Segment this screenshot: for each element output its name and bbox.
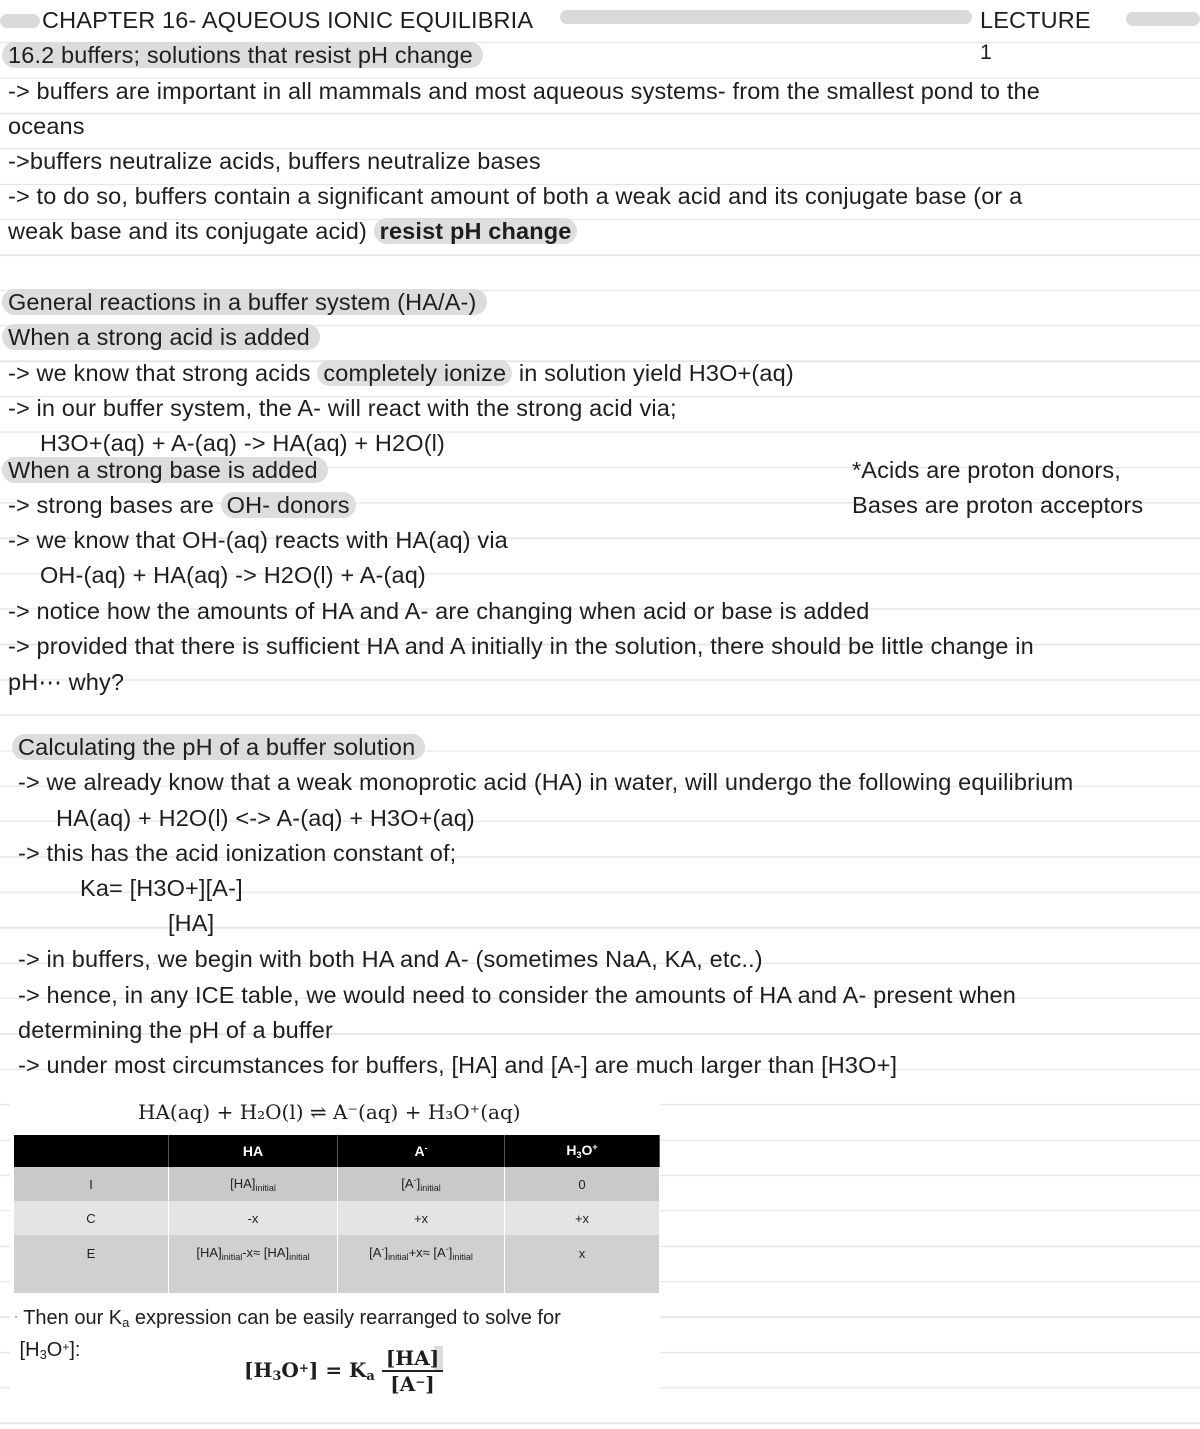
cell-h3o: x [505,1235,660,1271]
subheading-strong-acid: When a strong acid is added [8,322,320,352]
row-label: C [14,1201,169,1235]
text-line: oceans [8,113,85,139]
cell-a: +x [338,1201,505,1235]
figure-caption: · Then our $K_a$ expression can be easily rearranged to solve for $[H_3O^+]$: [14,1307,561,1362]
text-line: -> buffers are important in all mammals and most aqueous systems- from the smallest pond to the [8,78,1040,104]
table-header: A- [338,1135,505,1167]
cell-a: $[A^-]_{initial}+x\approx [A^-]_{initial}$ [338,1235,505,1271]
text-line: pH⋯ why? [8,669,125,695]
text-line: determining the pH of a buffer [18,1017,333,1043]
text-line: -> hence, in any ICE table, we would need to consider the amounts of HA and A- present when [18,982,1016,1008]
cell-ha: -x [169,1201,338,1235]
text-line: -> we know that OH-(aq) reacts with HA(aq) via [8,527,508,553]
table-row-spacer [14,1271,660,1293]
text-line: -> provided that there is sufficient HA and A initially in the solution, there should be little change in [8,633,1034,659]
equation-base: OH-(aq) + HA(aq) -> H2O(l) + A-(aq) [40,562,426,588]
section-title-general-reactions: General reactions in a buffer system (HA/A-) [8,287,487,317]
text-line: -> we know that strong acids completely ionize in solution yield H3O+(aq) [8,360,794,386]
cell-h3o: 0 [505,1167,660,1201]
section-title-buffers: 16.2 buffers; solutions that resist pH change [8,40,483,70]
subheading-strong-base: When a strong base is added [8,455,328,485]
note-line: *Acids are proton donors, [852,457,1121,483]
table-row [14,1201,660,1235]
equation-equilibrium: HA(aq) + H2O(l) <-> A-(aq) + H3O+(aq) [56,805,475,831]
ka-denominator: [HA] [168,910,215,936]
table-row [14,1235,660,1271]
text-line: -> under most circumstances for buffers, [HA] and [A-] are much larger than [H3O+] [18,1052,898,1078]
table-header: HA [169,1135,338,1167]
text-line: -> to do so, buffers contain a significant amount of both a weak acid and its conjugate base (or a [8,183,1023,209]
ice-table [14,1135,660,1293]
text-line: weak base and its conjugate acid) resist pH change [8,216,577,246]
table-header-row [14,1135,660,1167]
cell-ha: $[HA]_{initial}-x\approx [HA]_{initial}$ [169,1235,338,1271]
table-header [14,1135,169,1167]
row-label: I [14,1167,169,1201]
row-label: E [14,1235,169,1271]
equation-acid: H3O+(aq) + A-(aq) -> HA(aq) + H2O(l) [40,430,446,456]
lecture-label: LECTURE [980,7,1091,33]
formula-h3o: $[H_3O^+] = K_a$ $\frac{[HA]}{[A^-]}$ [244,1346,443,1396]
bold-phrase: resist pH change [374,218,578,244]
lecture-number: 1 [980,41,992,64]
ka-numerator: Ka= [H3O+][A-] [80,875,243,901]
cell-h3o: +x [505,1201,660,1235]
highlight-mark [1126,12,1200,26]
table-header: $H_3O^+$ [505,1135,660,1167]
text-line: -> in buffers, we begin with both HA and A- (sometimes NaA, KA, etc..) [18,946,763,972]
cell-a: $[A^-]_{initial}$ [338,1167,505,1201]
text-line: -> we already know that a weak monoprotic acid (HA) in water, will undergo the following equilibrium [18,769,1074,795]
text-line: -> this has the acid ionization constant of; [18,840,457,866]
note-line: Bases are proton acceptors [852,492,1144,518]
chapter-title: CHAPTER 16- AQUEOUS IONIC EQUILIBRIA [42,7,534,33]
text-line: -> strong bases are OH- donors [8,490,356,520]
text-line: -> in our buffer system, the A- will react with the strong acid via; [8,395,677,421]
reaction-equation: HA(aq) + H₂O(l) ⇌ A⁻(aq) + H₃O⁺(aq) [138,1100,521,1124]
cell-ha: $[HA]_{initial}$ [169,1167,338,1201]
highlight-mark [560,10,972,24]
table-row [14,1167,660,1201]
text-line: -> notice how the amounts of HA and A- are changing when acid or base is added [8,598,870,624]
section-title-calculating: Calculating the pH of a buffer solution [18,732,425,762]
highlight-mark [0,14,40,28]
text-line: ->buffers neutralize acids, buffers neutralize bases [8,148,541,174]
